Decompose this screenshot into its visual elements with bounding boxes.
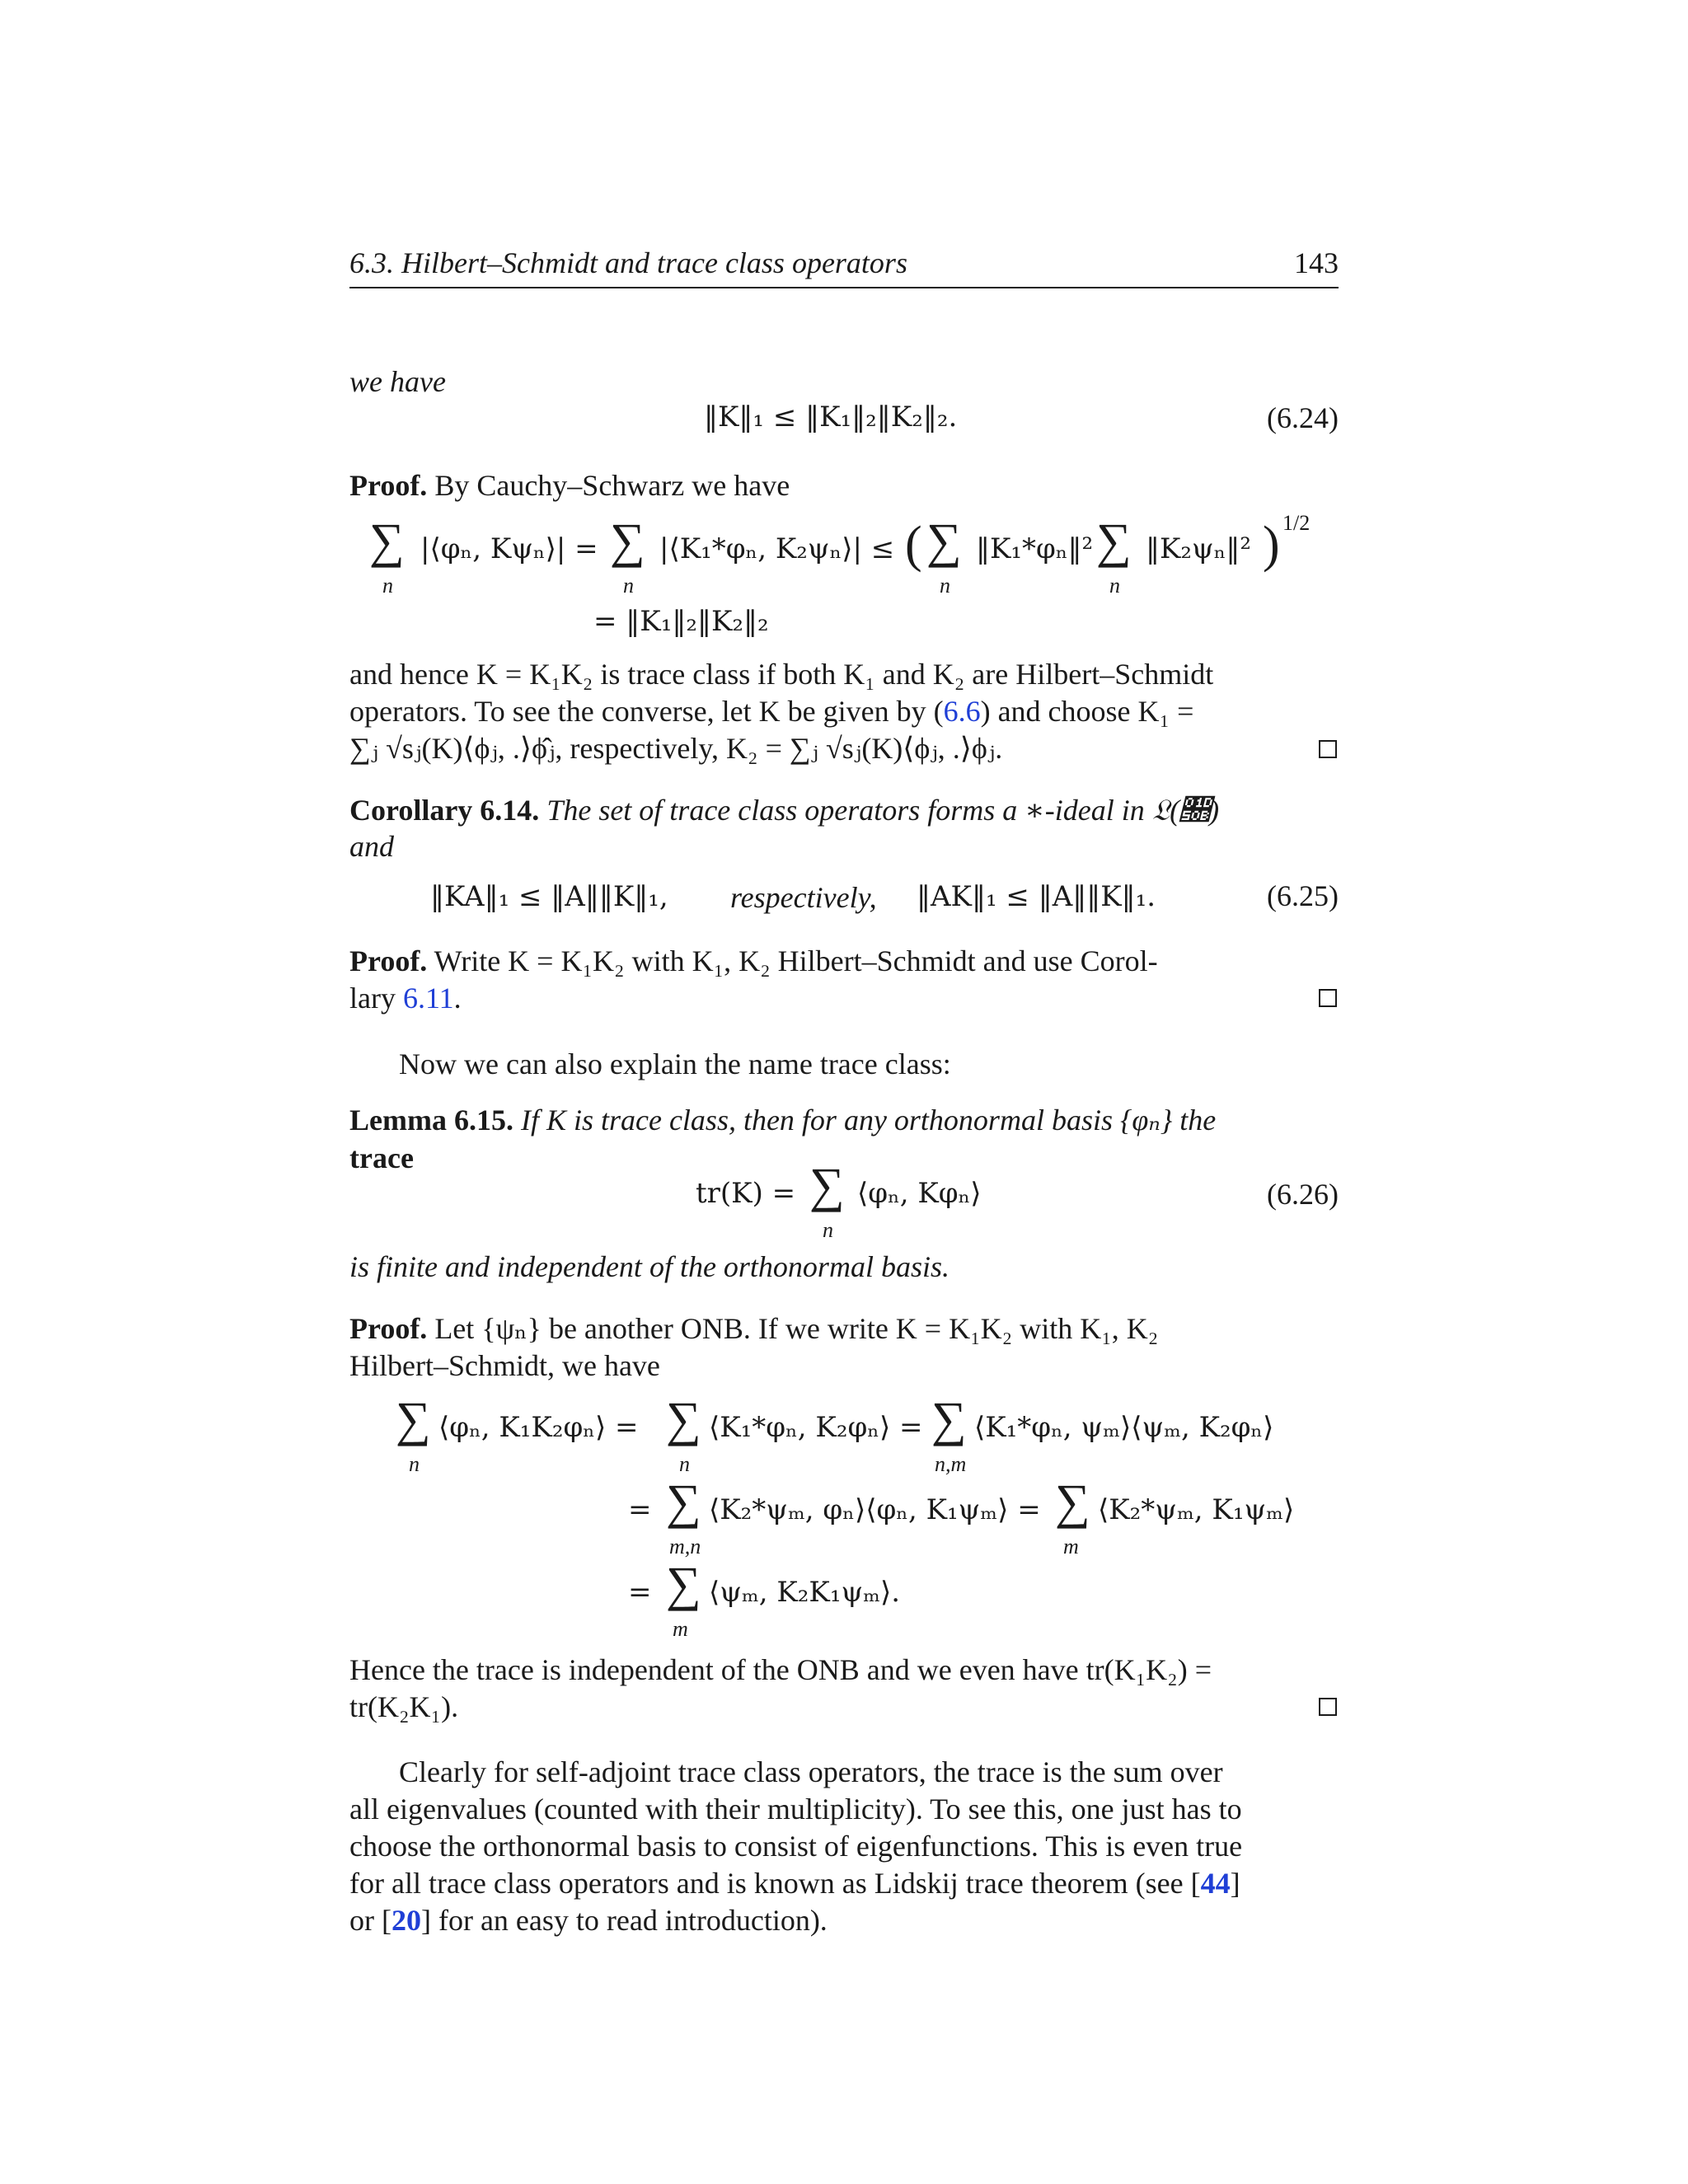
cs-term-b: |⟨K₁*φₙ, K₂ψₙ⟩| ≤: [659, 532, 895, 565]
cs-result: = ‖K₁‖₂‖K₂‖₂: [593, 605, 769, 638]
equation-link-6-6[interactable]: 6.6: [943, 695, 981, 728]
lemma-line-1: [349, 1101, 1216, 1139]
corollary-label: Corollary 6.14.: [349, 794, 540, 827]
paragraph-line: Proof. Write K = K₁K₂ with K₁, K₂ Hilbert–Schmidt and use Corol-: [349, 944, 1158, 977]
lemma-label: Lemma 6.15.: [349, 1104, 513, 1137]
cs-term-c: ‖K₁*φₙ‖²: [976, 532, 1094, 565]
equation-6-24: ‖K‖₁ ≤ ‖K₁‖₂‖K₂‖₂.: [704, 401, 958, 434]
right-paren: ): [1263, 517, 1280, 573]
sum-symbol: ∑: [666, 1557, 701, 1611]
sum-index: n: [623, 574, 634, 598]
left-paren: (: [905, 517, 922, 573]
book-page: [349, 0, 1339, 2184]
hence-paragraph: [349, 1652, 1339, 1726]
sum-symbol: ∑: [926, 513, 962, 568]
sum-index: n: [409, 1452, 420, 1476]
proof-3-paragraph: [349, 1310, 1339, 1385]
row2-term-c: ⟨K₂*ψₘ, K₁ψₘ⟩: [1098, 1493, 1295, 1526]
sum-index: m: [1063, 1535, 1079, 1558]
paragraph-line: for all trace class operators and is known as Lidskij trace theorem (see [44]: [349, 1867, 1240, 1900]
proof-1-paragraph: [349, 656, 1339, 767]
qed-box: [1319, 740, 1337, 758]
sum-index: n,m: [935, 1452, 967, 1476]
paragraph-line: or [20] for an easy to read introduction).: [349, 1904, 828, 1937]
qed-box: [1319, 989, 1337, 1007]
sum-symbol: ∑: [369, 513, 405, 568]
paragraph-line: Proof. Let {ψₙ} be another ONB. If we write K = K₁K₂ with K₁, K₂: [349, 1312, 1159, 1345]
sum-symbol: ∑: [396, 1392, 431, 1446]
header-rule: [349, 287, 1339, 288]
lemma-text: If K is trace class, then for any orthonormal basis {φₙ} the: [520, 1104, 1217, 1137]
equation-6-25-b: ‖AK‖₁ ≤ ‖A‖‖K‖₁.: [917, 880, 1156, 913]
proof-label: Proof.: [349, 944, 428, 977]
paragraph-line: ∑ⱼ √sⱼ(K)⟨ϕⱼ, .⟩ϕ̂ⱼ, respectively, K₂ = ∑ⱼ √sⱼ(K)⟨ϕⱼ, .⟩ϕⱼ.: [349, 732, 1003, 765]
equation-number-6-25: (6.25): [1267, 879, 1339, 912]
proof-text: By Cauchy–Schwarz we have: [434, 469, 790, 502]
row2-term-b: ⟨K₂*ψₘ, φₙ⟩⟨φₙ, K₁ψₘ⟩ =: [709, 1493, 1041, 1526]
sum-symbol: ∑: [1096, 513, 1132, 568]
sum-index: n: [679, 1452, 690, 1476]
proof-label: Proof.: [349, 469, 428, 502]
paragraph-line: all eigenvalues (counted with their multiplicity). To see this, one just has to: [349, 1793, 1242, 1825]
paragraph-line: operators. To see the converse, let K be given by (6.6) and choose K₁ =: [349, 695, 1194, 728]
paragraph-line: tr(K₂K₁).: [349, 1690, 459, 1723]
equation-6-25-a: ‖KA‖₁ ≤ ‖A‖‖K‖₁,: [430, 880, 668, 913]
sum-index: m,n: [669, 1535, 701, 1558]
sum-index: n: [940, 574, 950, 598]
exponent: 1/2: [1282, 511, 1311, 535]
lemma-trace-word: trace: [349, 1141, 414, 1174]
row3-term-b: ⟨ψₘ, K₂K₁ψₘ⟩.: [709, 1576, 901, 1609]
trace-rhs: ⟨φₙ, Kφₙ⟩: [857, 1177, 982, 1210]
row1-term-b: ⟨K₁*φₙ, K₂φₙ⟩ =: [709, 1411, 923, 1444]
paragraph-line: Hilbert–Schmidt, we have: [349, 1349, 660, 1382]
we-have-text: we have: [349, 365, 446, 398]
lemma-conclusion: is finite and independent of the orthonormal basis.: [349, 1250, 950, 1283]
sum-symbol: ∑: [1055, 1474, 1090, 1529]
row1-term-a: ⟨φₙ, K₁K₂φₙ⟩ =: [438, 1411, 639, 1444]
sum-symbol: ∑: [666, 1474, 701, 1529]
paragraph-line: Hence the trace is independent of the ONB and we even have tr(K₁K₂) =: [349, 1653, 1212, 1686]
trace-lhs: tr(K) =: [696, 1177, 796, 1210]
sum-index: m: [673, 1617, 688, 1641]
final-paragraph: [349, 1754, 1339, 1939]
row1-term-c: ⟨K₁*φₙ, ψₘ⟩⟨ψₘ, K₂φₙ⟩: [974, 1411, 1274, 1444]
sum-index: n: [823, 1218, 833, 1242]
proof-label: Proof.: [349, 1312, 428, 1345]
sum-symbol: ∑: [931, 1392, 967, 1446]
row2-eq: =: [628, 1493, 652, 1526]
equation-number-6-24: (6.24): [1267, 401, 1339, 434]
proof-2-paragraph: [349, 943, 1339, 1017]
sum-symbol: ∑: [666, 1392, 701, 1446]
paragraph-line: lary 6.11.: [349, 982, 462, 1015]
sum-symbol: ∑: [809, 1158, 845, 1212]
cs-term-d: ‖K₂ψₙ‖²: [1146, 532, 1252, 565]
qed-box: [1319, 1698, 1337, 1716]
now-paragraph: Now we can also explain the name trace class:: [399, 1047, 951, 1080]
row3-eq: =: [628, 1576, 652, 1609]
sum-index: n: [382, 574, 393, 598]
equation-number-6-26: (6.26): [1267, 1178, 1339, 1211]
equation-6-25-mid: respectively,: [730, 881, 877, 914]
proof-1-line: [349, 466, 790, 504]
corollary-line-2: and: [349, 830, 394, 863]
paragraph-line: and hence K = K₁K₂ is trace class if both K₁ and K₂ are Hilbert–Schmidt: [349, 658, 1214, 691]
sum-symbol: ∑: [610, 513, 645, 568]
page-number: 143: [1294, 246, 1339, 279]
citation-link-44[interactable]: 44: [1200, 1867, 1231, 1900]
cs-term-a: |⟨φₙ, Kψₙ⟩| =: [420, 532, 598, 565]
corollary-text: The set of trace class operators forms a ∗-ideal in 𝔏(𝔋): [546, 794, 1220, 827]
citation-link-20[interactable]: 20: [391, 1904, 421, 1937]
running-header: 6.3. Hilbert–Schmidt and trace class operators: [349, 246, 907, 279]
paragraph-line: choose the orthonormal basis to consist of eigenfunctions. This is even true: [349, 1830, 1243, 1863]
sum-index: n: [1109, 574, 1120, 598]
corollary-link-6-11[interactable]: 6.11: [402, 982, 454, 1015]
corollary-line-1: [349, 791, 1219, 829]
paragraph-line: Clearly for self-adjoint trace class operators, the trace is the sum over: [399, 1755, 1223, 1788]
